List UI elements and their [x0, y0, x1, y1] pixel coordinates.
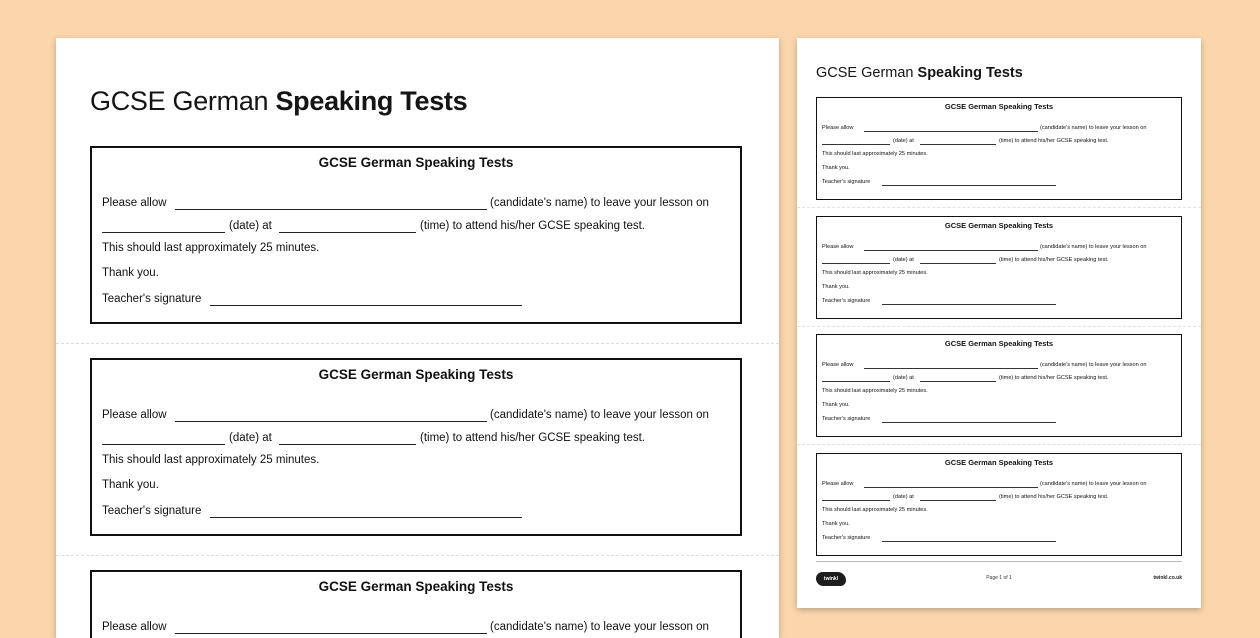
- date-label: (date) at: [893, 375, 914, 381]
- duration-text: This should last approximately 25 minutes.: [822, 151, 928, 157]
- page-title: [90, 86, 467, 117]
- preview-slip: [816, 334, 1182, 437]
- signature-label: Teacher's signature: [822, 298, 871, 304]
- please-allow-label: Please allow: [822, 125, 854, 131]
- candidate-name-label: (candidate's name) to leave your lesson on: [1040, 244, 1147, 250]
- signature-blank: [210, 305, 522, 306]
- time-blank: [920, 381, 996, 382]
- candidate-name-label: (candidate's name) to leave your lesson on: [490, 621, 709, 633]
- candidate-name-blank: [864, 250, 1038, 251]
- preview-title: [816, 65, 1023, 81]
- cut-line: [56, 343, 779, 344]
- document-page-large: [56, 38, 779, 638]
- permission-slip: [90, 570, 742, 638]
- document-page-preview: [797, 38, 1201, 608]
- thank-you-text: Thank you.: [102, 267, 159, 279]
- preview-slip: [816, 216, 1182, 319]
- please-allow-label: Please allow: [822, 362, 854, 368]
- signature-label: Teacher's signature: [822, 535, 871, 541]
- slip-title: GCSE German Speaking Tests: [944, 221, 1054, 230]
- candidate-name-blank: [175, 421, 487, 422]
- time-label: (time) to attend his/her GCSE speaking test.: [420, 220, 645, 232]
- duration-text: This should last approximately 25 minutes.: [822, 507, 928, 513]
- date-blank: [822, 263, 890, 264]
- time-blank: [920, 144, 996, 145]
- date-label: (date) at: [893, 494, 914, 500]
- candidate-name-blank: [175, 209, 487, 210]
- signature-blank: [882, 422, 1056, 423]
- candidate-name-label: (candidate's name) to leave your lesson on: [490, 197, 709, 209]
- candidate-name-label: (candidate's name) to leave your lesson on: [1040, 125, 1147, 131]
- candidate-name-label: (candidate's name) to leave your lesson on: [1040, 362, 1147, 368]
- date-blank: [822, 381, 890, 382]
- candidate-name-label: (candidate's name) to leave your lesson on: [1040, 481, 1147, 487]
- date-blank: [102, 232, 225, 233]
- cut-line: [797, 444, 1201, 445]
- permission-slip: [90, 358, 742, 536]
- date-label: (date) at: [893, 138, 914, 144]
- please-allow-label: Please allow: [102, 197, 167, 209]
- cut-line: [797, 326, 1201, 327]
- date-label: (date) at: [229, 432, 272, 444]
- preview-slip: [816, 97, 1182, 200]
- signature-blank: [882, 185, 1056, 186]
- slip-title: GCSE German Speaking Tests: [318, 155, 514, 170]
- candidate-name-label: (candidate's name) to leave your lesson on: [490, 409, 709, 421]
- preview-slip: [816, 453, 1182, 556]
- date-blank: [822, 500, 890, 501]
- cut-line: [797, 207, 1201, 208]
- cut-line: [56, 555, 779, 556]
- footer-divider: [816, 561, 1182, 562]
- date-label: (date) at: [229, 220, 272, 232]
- time-label: (time) to attend his/her GCSE speaking test.: [999, 257, 1109, 263]
- please-allow-label: Please allow: [102, 409, 167, 421]
- page-title-bold: Speaking Tests: [275, 86, 468, 116]
- preview-title-bold: Speaking Tests: [917, 65, 1023, 81]
- duration-text: This should last approximately 25 minutes.: [822, 270, 928, 276]
- time-label: (time) to attend his/her GCSE speaking test.: [999, 138, 1109, 144]
- time-label: (time) to attend his/her GCSE speaking test.: [999, 494, 1109, 500]
- slip-title: GCSE German Speaking Tests: [318, 367, 514, 382]
- slip-title: GCSE German Speaking Tests: [318, 579, 514, 594]
- date-blank: [102, 444, 225, 445]
- permission-slip: [90, 146, 742, 324]
- page-title-regular: GCSE German: [90, 86, 276, 116]
- time-blank: [920, 263, 996, 264]
- signature-blank: [882, 541, 1056, 542]
- duration-text: This should last approximately 25 minutes.: [102, 454, 320, 466]
- candidate-name-blank: [864, 487, 1038, 488]
- date-blank: [822, 144, 890, 145]
- page-number: Page 1 of 1: [986, 575, 1012, 581]
- duration-text: This should last approximately 25 minutes.: [102, 242, 320, 254]
- slip-title: GCSE German Speaking Tests: [944, 339, 1054, 348]
- time-blank: [279, 444, 416, 445]
- time-blank: [279, 232, 416, 233]
- signature-label: Teacher's signature: [822, 416, 871, 422]
- please-allow-label: Please allow: [822, 481, 854, 487]
- footer-url: twinkl.co.uk: [1153, 575, 1182, 581]
- signature-label: Teacher's signature: [102, 505, 202, 517]
- time-label: (time) to attend his/her GCSE speaking test.: [999, 375, 1109, 381]
- thank-you-text: Thank you.: [102, 479, 159, 491]
- duration-text: This should last approximately 25 minutes.: [822, 388, 928, 394]
- slip-title: GCSE German Speaking Tests: [944, 458, 1054, 467]
- signature-label: Teacher's signature: [102, 293, 202, 305]
- thank-you-text: Thank you.: [822, 402, 850, 408]
- please-allow-label: Please allow: [102, 621, 167, 633]
- candidate-name-blank: [864, 131, 1038, 132]
- signature-blank: [210, 517, 522, 518]
- signature-blank: [882, 304, 1056, 305]
- candidate-name-blank: [864, 368, 1038, 369]
- candidate-name-blank: [175, 633, 487, 634]
- signature-label: Teacher's signature: [822, 179, 871, 185]
- twinkl-logo: twinkl: [816, 572, 846, 586]
- thank-you-text: Thank you.: [822, 165, 850, 171]
- time-label: (time) to attend his/her GCSE speaking test.: [420, 432, 645, 444]
- preview-title-regular: GCSE German: [816, 65, 918, 81]
- thank-you-text: Thank you.: [822, 521, 850, 527]
- date-label: (date) at: [893, 257, 914, 263]
- time-blank: [920, 500, 996, 501]
- thank-you-text: Thank you.: [822, 284, 850, 290]
- slip-title: GCSE German Speaking Tests: [944, 102, 1054, 111]
- please-allow-label: Please allow: [822, 244, 854, 250]
